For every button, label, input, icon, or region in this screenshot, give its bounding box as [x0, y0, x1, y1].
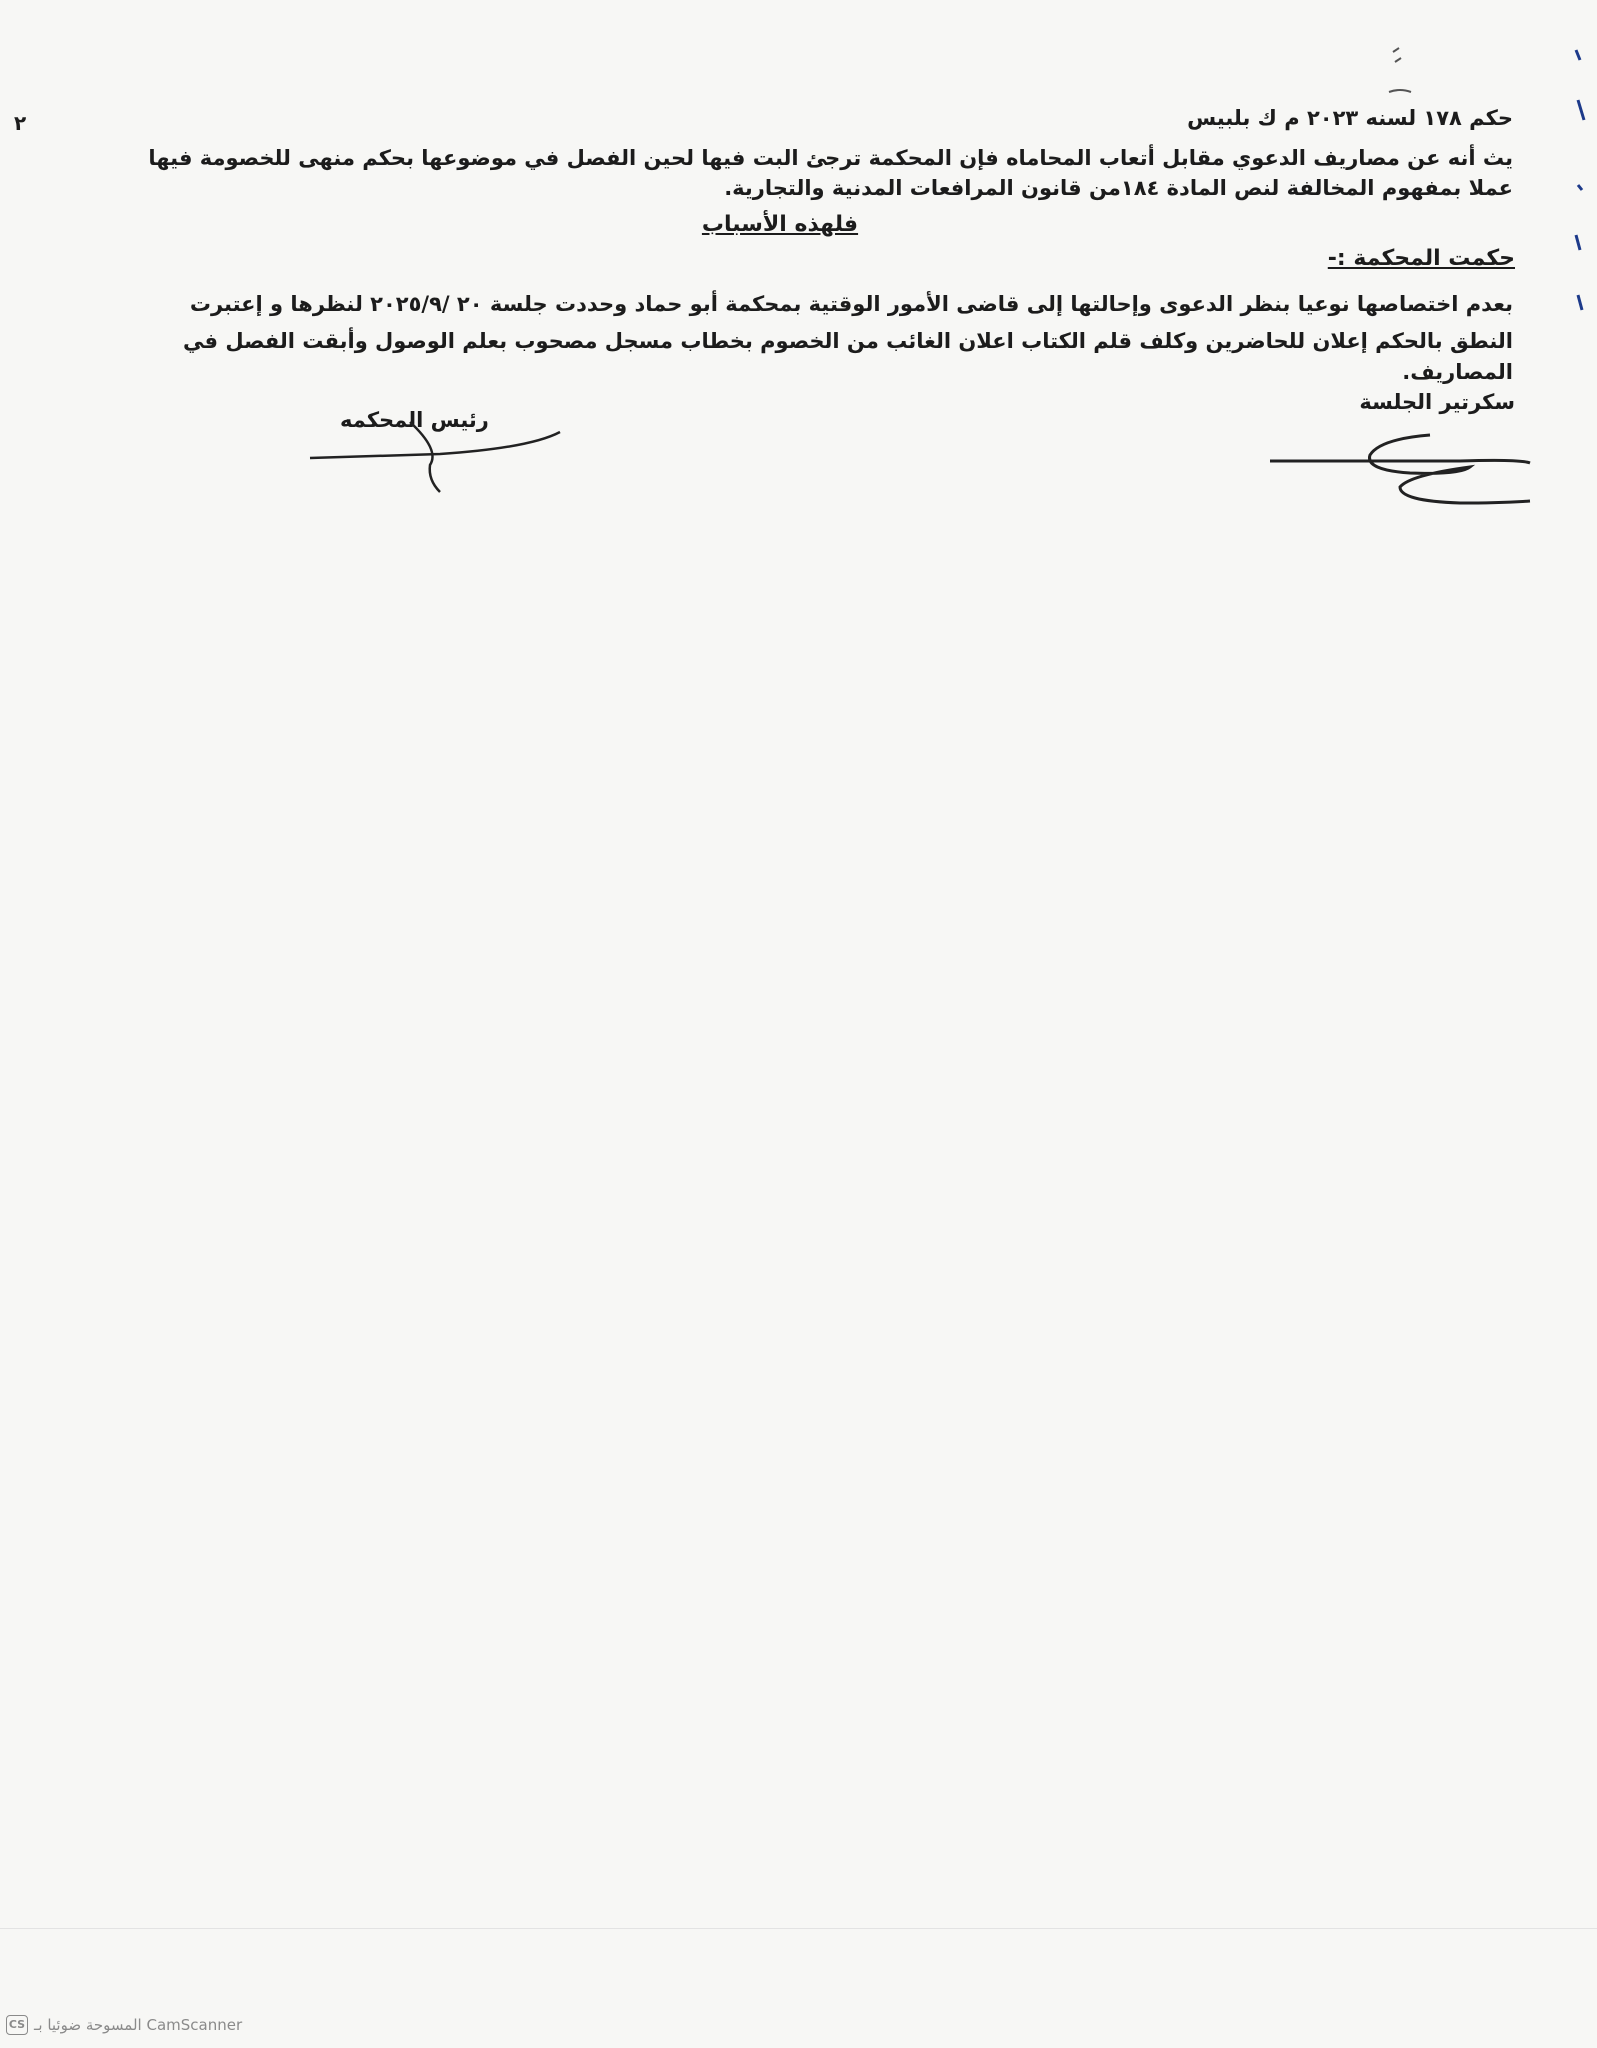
- scan-edge-marks: [1570, 40, 1590, 340]
- scan-mark-top: [1385, 40, 1415, 100]
- page-number: ٢: [14, 111, 27, 135]
- secretary-signature: [1260, 425, 1540, 510]
- ruling-line-2: النطق بالحكم إعلان للحاضرين وكلف قلم الكتاب اعلان الغائب من الخصوم بخطاب مسجل مصحوب بعلم الوصول وأبقت الفصل في: [183, 329, 1513, 353]
- scanner-watermark: [6, 2015, 242, 2035]
- case-header: حكم ١٧٨ لسنه ٢٠٢٣ م ك بلبيس: [1187, 106, 1513, 130]
- scanner-text: المسوحة ضوئيا بـ CamScanner: [34, 2016, 243, 2034]
- causes-heading: فلهذه الأسباب: [701, 212, 859, 237]
- scan-bottom-line: [0, 1928, 1597, 1929]
- paragraph-line-1: يث أنه عن مصاريف الدعوي مقابل أتعاب المحاماه فإن المحكمة ترجئ البت فيها لحين الفصل في موضوعها بحكم منهى للخصومة فيها: [148, 146, 1513, 170]
- ruling-line-1: بعدم اختصاصها نوعيا بنظر الدعوى وإحالتها إلى قاضى الأمور الوقتية بمحكمة أبو حماد وحددت جلسة ٢٠ /٢٠٢٥/٩ لنظرها و إعتبرت: [189, 292, 1513, 316]
- paragraph-line-2: عملا بمفهوم المخالفة لنص المادة ١٨٤من قانون المرافعات المدنية والتجارية.: [724, 176, 1513, 200]
- ruling-heading: حكمت المحكمة :-: [1327, 246, 1515, 271]
- camscanner-icon: CS: [6, 2015, 28, 2035]
- president-signature: [290, 410, 570, 495]
- ruling-line-3: المصاريف.: [1402, 360, 1513, 384]
- secretary-label: سكرتير الجلسة: [1359, 390, 1515, 414]
- president-label: رئيس المحكمه: [340, 408, 489, 432]
